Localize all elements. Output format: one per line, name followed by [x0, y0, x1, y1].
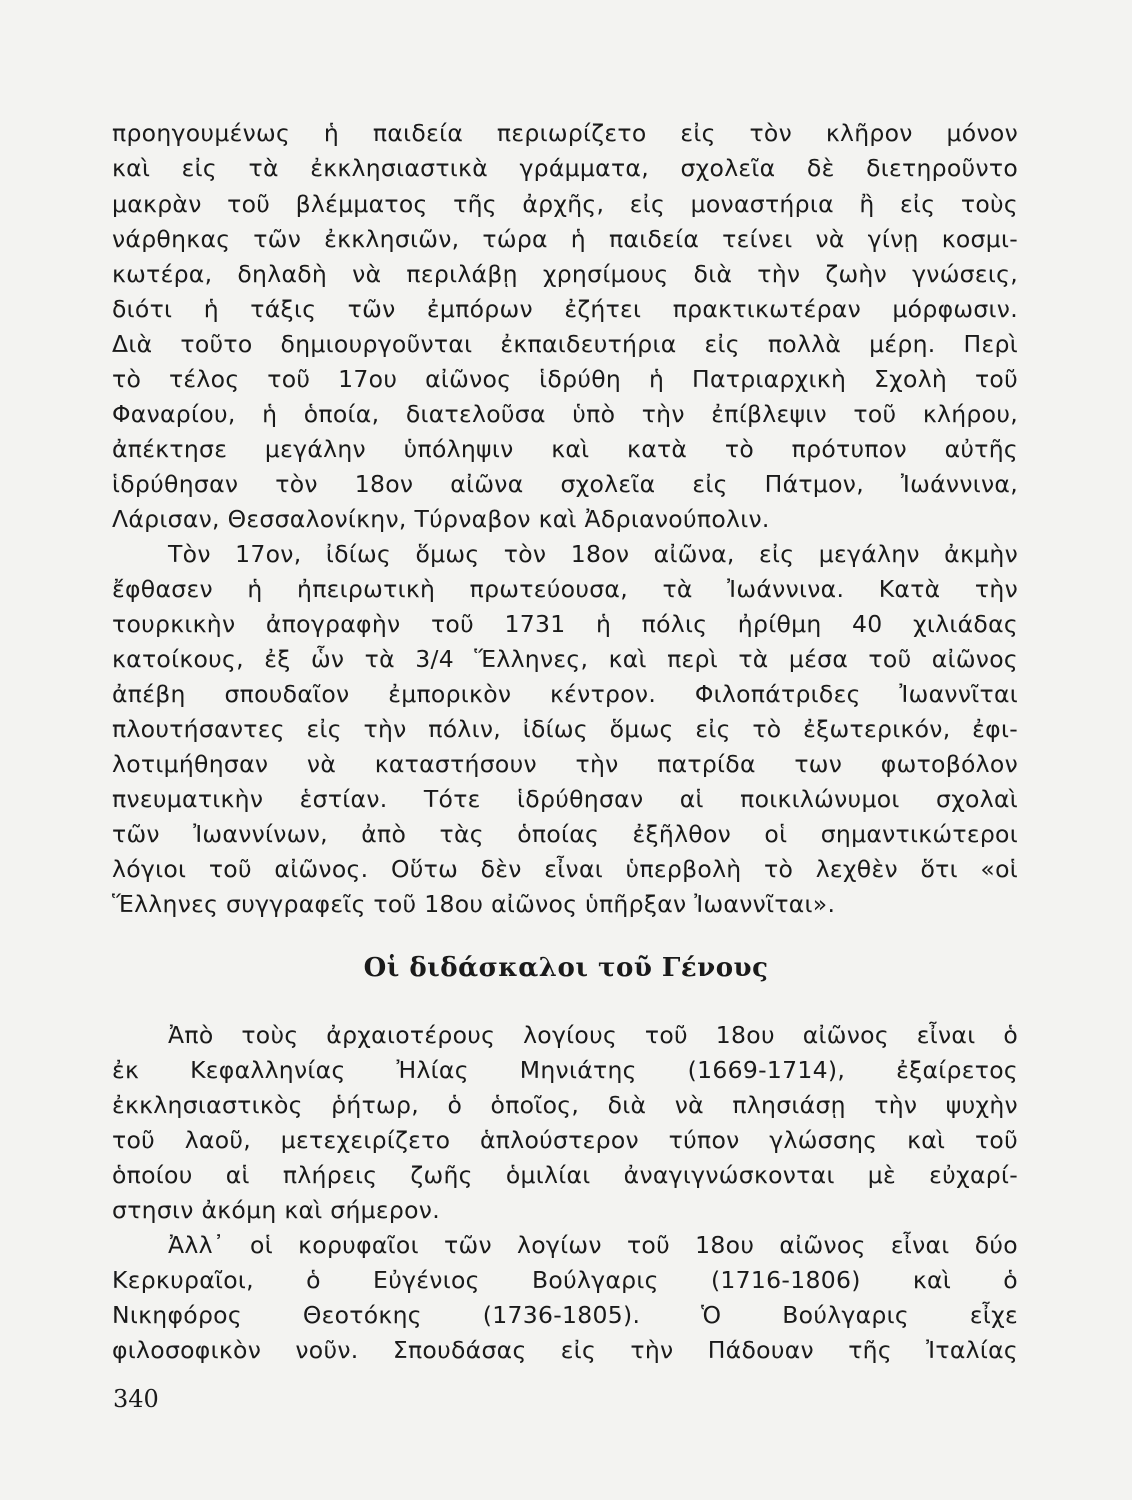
text-line: τοῦ λαοῦ, μετεχειρίζετο ἁπλούστερον τύπον γλώσσης καὶ τοῦ [112, 1126, 1018, 1154]
text-line: ἀπέβη σπουδαῖον ἐμπορικὸν κέντρον. Φιλοπάτριδες Ἰωαννῖται [112, 680, 1018, 708]
text-line: τῶν Ἰωαννίνων, ἀπὸ τὰς ὁποίας ἐξῆλθον οἱ σημαντικώτεροι [112, 820, 1018, 848]
page-number: 340 [113, 1385, 159, 1413]
text-line: νάρθηκας τῶν ἐκκλησιῶν, τώρα ἡ παιδεία τείνει νὰ γίνῃ κοσμι- [112, 225, 1018, 253]
text-line: ἔφθασεν ἡ ἠπειρωτικὴ πρωτεύουσα, τὰ Ἰωάννινα. Κατὰ τὴν [112, 575, 1018, 603]
text-line: ἱδρύθησαν τὸν 18ον αἰῶνα σχολεῖα εἰς Πάτμον, Ἰωάννινα, [112, 470, 1018, 498]
text-line: φιλοσοφικὸν νοῦν. Σπουδάσας εἰς τὴν Πάδουαν τῆς Ἰταλίας [112, 1336, 1018, 1364]
text-line: λοτιμήθησαν νὰ καταστήσουν τὴν πατρίδα των φωτοβόλον [112, 750, 1018, 778]
text-line: Ἕλληνες συγγραφεῖς τοῦ 18ου αἰῶνος ὑπῆρξαν Ἰωαννῖται». [112, 890, 836, 918]
text-line: τουρκικὴν ἀπογραφὴν τοῦ 1731 ἡ πόλις ἠρίθμη 40 χιλιάδας [112, 610, 1018, 638]
text-line: πνευματικὴν ἑστίαν. Τότε ἱδρύθησαν αἱ ποικιλώνυμοι σχολαὶ [112, 785, 1018, 813]
text-line: ἀπέκτησε μεγάλην ὑπόληψιν καὶ κατὰ τὸ πρότυπον αὐτῆς [112, 435, 1018, 463]
text-line: κατοίκους, ἐξ ὧν τὰ 3/4 Ἕλληνες, καὶ περὶ τὰ μέσα τοῦ αἰῶνος [112, 645, 1018, 673]
text-line: διότι ἡ τάξις τῶν ἐμπόρων ἐζήτει πρακτικωτέραν μόρφωσιν. [112, 295, 1018, 323]
section-title: Οἱ διδάσκαλοι τοῦ Γένους [363, 953, 769, 983]
text-line: ἐκκλησιαστικὸς ῥήτωρ, ὁ ὁποῖος, διὰ νὰ πλησιάσῃ τὴν ψυχὴν [112, 1091, 1018, 1119]
text-line: Κερκυραῖοι, ὁ Εὐγένιος Βούλγαρις (1716-1806) καὶ ὁ [112, 1266, 1018, 1294]
text-line: προηγουμένως ἡ παιδεία περιωρίζετο εἰς τὸν κλῆρον μόνον [112, 119, 1018, 147]
text-line: Ἀπὸ τοὺς ἀρχαιοτέρους λογίους τοῦ 18ου αἰῶνος εἶναι ὁ [168, 1021, 1018, 1049]
text-line: ὁποίου αἱ πλήρεις ζωῆς ὁμιλίαι ἀναγιγνώσκονται μὲ εὐχαρί- [112, 1161, 1018, 1189]
text-line: λόγιοι τοῦ αἰῶνος. Οὕτω δὲν εἶναι ὑπερβολὴ τὸ λεχθὲν ὅτι «οἱ [112, 855, 1018, 883]
text-line: τὸ τέλος τοῦ 17ου αἰῶνος ἱδρύθη ἡ Πατριαρχικὴ Σχολὴ τοῦ [112, 365, 1018, 393]
text-line: Τὸν 17ον, ἰδίως ὅμως τὸν 18ον αἰῶνα, εἰς μεγάλην ἀκμὴν [168, 540, 1018, 568]
text-line: Διὰ τοῦτο δημιουργοῦνται ἐκπαιδευτήρια εἰς πολλὰ μέρη. Περὶ [112, 330, 1018, 358]
text-line: Φαναρίου, ἡ ὁποία, διατελοῦσα ὑπὸ τὴν ἐπίβλεψιν τοῦ κλήρου, [112, 400, 1018, 428]
text-line: κωτέρα, δηλαδὴ νὰ περιλάβῃ χρησίμους διὰ τὴν ζωὴν γνώσεις, [112, 260, 1018, 288]
text-line: Λάρισαν, Θεσσαλονίκην, Τύρναβον καὶ Ἀδριανούπολιν. [112, 505, 770, 533]
text-line: Νικηφόρος Θεοτόκης (1736-1805). Ὁ Βούλγαρις εἶχε [112, 1301, 1018, 1329]
text-line: Ἀλλ᾽ οἱ κορυφαῖοι τῶν λογίων τοῦ 18ου αἰῶνος εἶναι δύο [168, 1231, 1018, 1259]
text-line: πλουτήσαντες εἰς τὴν πόλιν, ἰδίως ὅμως εἰς τὸ ἐξωτερικόν, ἐφι- [112, 715, 1018, 743]
text-line: στησιν ἀκόμη καὶ σήμερον. [112, 1196, 441, 1224]
text-line: ἐκ Κεφαλληνίας Ἠλίας Μηνιάτης (1669-1714), ἐξαίρετος [112, 1056, 1018, 1084]
text-line: καὶ εἰς τὰ ἐκκλησιαστικὰ γράμματα, σχολεῖα δὲ διετηροῦντο [112, 154, 1018, 182]
text-line: μακρὰν τοῦ βλέμματος τῆς ἀρχῆς, εἰς μοναστήρια ἢ εἰς τοὺς [112, 190, 1018, 218]
